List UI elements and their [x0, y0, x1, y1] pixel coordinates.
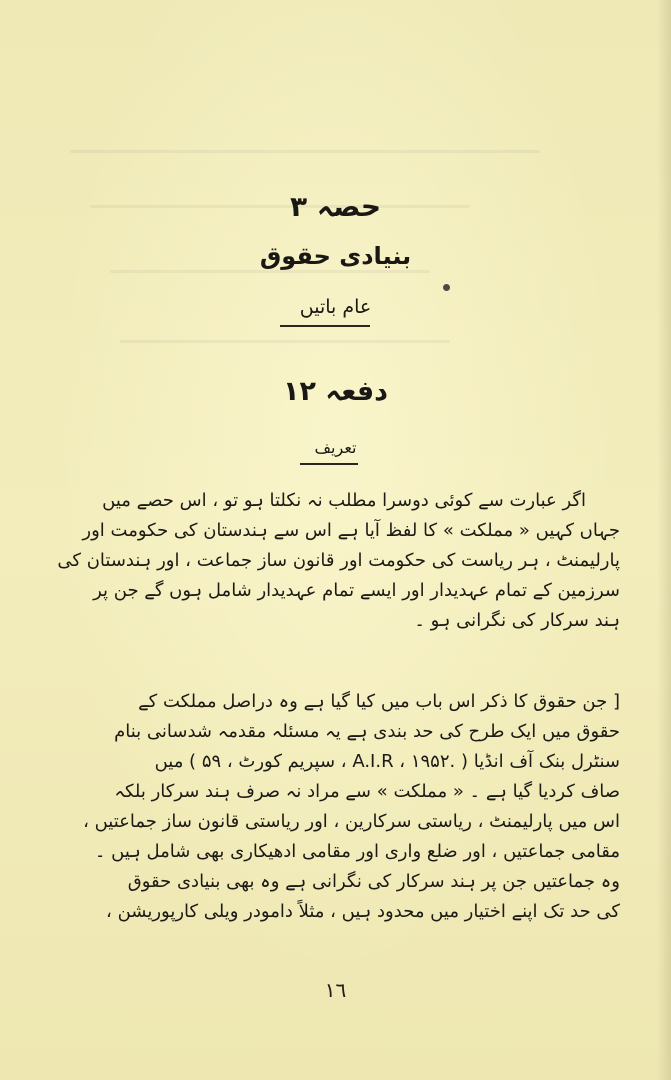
text-line: [ جن حقوق کا ذکر اس باب میں کیا گیا ہے وہ دراصل مملکت کے	[138, 691, 620, 712]
part-title: بنیادی حقوق	[259, 242, 412, 270]
definition-paragraph	[52, 486, 620, 636]
page-number: ۱٦	[324, 978, 347, 1002]
ink-spot	[443, 284, 450, 291]
text-line: مقامی جماعتیں ، اور ضلع واری اور مقامی ادھیکاری بھی شامل ہیں ۔	[94, 841, 620, 862]
text-line: حقوق میں ایک طرح کی حد بندی ہے یہ مسئلہ مقدمہ شدسانی بنام	[114, 721, 620, 742]
definition-underline	[300, 463, 358, 465]
general-provisions-heading: عام باتیں	[299, 296, 372, 318]
text-line: جہاں کہیں « مملکت » کا لفظ آیا ہے اس سے ہندستان کی حکومت اور	[82, 520, 620, 541]
section-heading: دفعہ ۱۲	[283, 376, 388, 407]
text-line: سنٹرل بنک آف انڈیا ( .A.I.R ، ۱۹۵۲ ، سپریم کورٹ ، ۵۹ ) میں	[154, 751, 620, 772]
heading-underline	[280, 325, 370, 327]
part-heading: حصہ ۳	[289, 190, 382, 223]
show-through-mark	[70, 150, 540, 153]
text-line: صاف کردیا گیا ہے ۔ « مملکت » سے مراد نہ صرف ہند سرکار بلکہ	[114, 781, 620, 802]
page-edge-shadow	[657, 0, 671, 1080]
text-line: پارلیمنٹ ، ہر ریاست کی حکومت اور قانون ساز جماعت ، اور ہندستان کی	[57, 550, 620, 571]
text-line: اس میں پارلیمنٹ ، ریاستی سرکارین ، اور ریاستی قانون ساز جماعتیں ،	[83, 811, 620, 832]
text-line: سرزمین کے تمام عہدیدار اور ایسے تمام عہدیدار شامل ہوں گے جن پر	[93, 580, 620, 601]
show-through-mark	[120, 340, 450, 343]
text-line: کی حد تک اپنے اختیار میں محدود ہیں ، مثلاً دامودر ویلی کارپوریشن ،	[106, 901, 620, 922]
text-line: وہ جماعتیں جن پر ہند سرکار کی نگرانی ہے وہ بھی بنیادی حقوق	[127, 871, 620, 892]
show-through-mark	[110, 270, 430, 273]
text-line: اگر عبارت سے کوئی دوسرا مطلب نہ نکلتا ہو تو ، اس حصے میں	[102, 490, 586, 511]
text-line: ہند سرکار کی نگرانی ہو ۔	[414, 610, 620, 631]
commentary-paragraph	[52, 687, 620, 927]
definition-heading: تعریف	[314, 438, 357, 457]
